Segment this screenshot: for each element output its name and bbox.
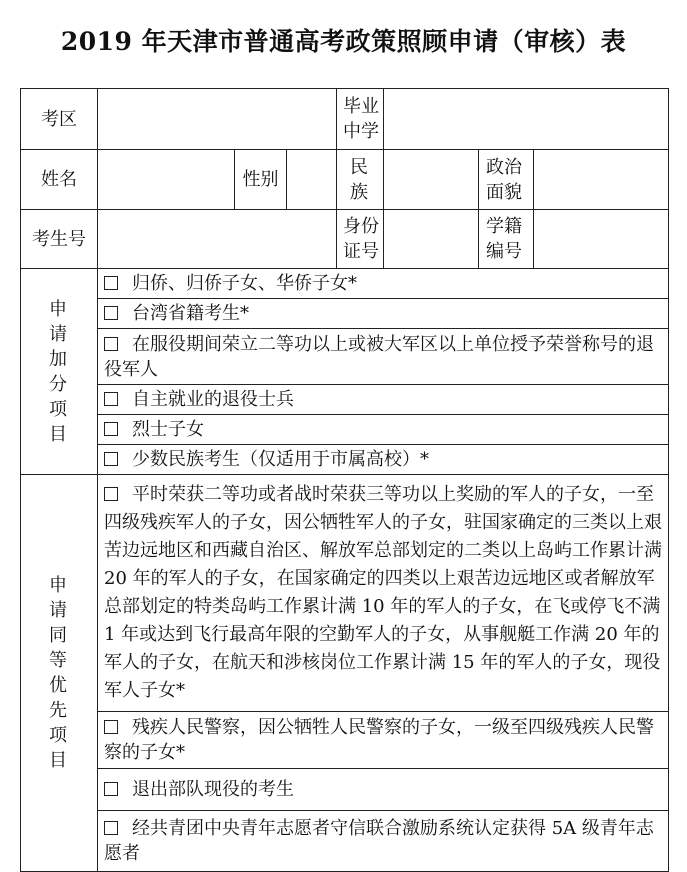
- bonus-option-row: [21, 415, 669, 445]
- priority-option: [98, 712, 669, 769]
- value-gender[interactable]: [287, 150, 337, 210]
- label-exam-area: 考区: [21, 89, 98, 150]
- value-id-number[interactable]: [384, 210, 479, 269]
- priority-option: [98, 475, 669, 712]
- bonus-section-label: [21, 269, 98, 475]
- row-area-school: [21, 89, 669, 150]
- option-text: 经共青团中央青年志愿者守信联合激励系统认定获得 5A 级青年志愿者: [104, 818, 654, 864]
- bonus-option-row: [21, 299, 669, 329]
- priority-option-row: [21, 475, 669, 712]
- priority-option-row: [21, 769, 669, 811]
- checkbox[interactable]: [104, 487, 118, 501]
- label-ethnicity: [337, 150, 384, 210]
- row-name: [21, 150, 669, 210]
- bonus-option-row: [21, 269, 669, 299]
- priority-option: [98, 769, 669, 811]
- value-name[interactable]: [98, 150, 235, 210]
- label-ethnicity-text: 民族: [350, 156, 369, 203]
- label-graduate-school-text: 毕业中学: [343, 96, 380, 142]
- value-political-status[interactable]: [534, 150, 669, 210]
- value-exam-area[interactable]: [98, 89, 337, 150]
- label-graduate-school: [337, 89, 384, 150]
- option-text: 平时荣获二等功或者战时荣获三等功以上奖励的军人的子女，一至四级残疾军人的子女，因公牺牲军人的子女，驻国家确定的三类以上艰苦边远地区和西藏自治区、解放军总部划定的二类以上岛屿工作累计满 20 年的军人的子女，在国家确定的四类以上艰苦边远地区或者解放军总部划定的特类岛屿工作累计满 10 年的军人的子女，在飞或停飞不满 1 年或达到飞行最高年限的空勤军人的子女，从事舰艇工作满 20 年的军人的子女，在航天和涉核岗位工作累计满 15 年的军人的子女，现役军人子女*: [104, 484, 662, 701]
- checkbox[interactable]: [104, 276, 118, 290]
- bonus-option-row: [21, 445, 669, 475]
- label-id-number-text: 身份证号: [343, 216, 380, 262]
- label-student-status-number-text: 学籍编号: [486, 216, 523, 262]
- value-graduate-school[interactable]: [384, 89, 669, 150]
- row-exam-number: [21, 210, 669, 269]
- priority-option-row: [21, 811, 669, 872]
- checkbox[interactable]: [104, 720, 118, 734]
- label-political-status-text: 政治面貌: [486, 156, 523, 203]
- priority-section-label-text: 申请同等优先项目: [49, 575, 67, 771]
- form-title: 2019 年天津市普通高考政策照顾申请（审核）表: [60, 27, 627, 56]
- value-ethnicity[interactable]: [384, 150, 479, 210]
- checkbox[interactable]: [104, 337, 118, 351]
- bonus-option-row: [21, 385, 669, 415]
- option-text: 少数民族考生（仅适用于市属高校）*: [132, 449, 429, 470]
- checkbox[interactable]: [104, 392, 118, 406]
- option-text: 残疾人民警察，因公牺牲人民警察的子女，一级至四级残疾人民警察的子女*: [104, 717, 654, 763]
- label-exam-number: 考生号: [21, 210, 98, 269]
- label-political-status: [479, 150, 534, 210]
- application-form-table: [20, 88, 669, 872]
- label-name: 姓名: [21, 150, 98, 210]
- bonus-option-row: [21, 329, 669, 385]
- bonus-option: [98, 329, 669, 385]
- label-student-status-number: [479, 210, 534, 269]
- priority-option: [98, 811, 669, 872]
- checkbox[interactable]: [104, 422, 118, 436]
- checkbox[interactable]: [104, 452, 118, 466]
- value-student-status-number[interactable]: [534, 210, 669, 269]
- value-exam-number[interactable]: [98, 210, 337, 269]
- bonus-option: [98, 415, 669, 445]
- label-gender: 性别: [235, 150, 287, 210]
- option-text: 退出部队现役的考生: [132, 779, 294, 800]
- option-text: 自主就业的退役士兵: [132, 389, 294, 410]
- checkbox[interactable]: [104, 306, 118, 320]
- priority-section-label: [21, 475, 98, 872]
- bonus-option: [98, 269, 669, 299]
- checkbox[interactable]: [104, 782, 118, 796]
- priority-option-row: [21, 712, 669, 769]
- option-text: 归侨、归侨子女、华侨子女*: [132, 273, 357, 294]
- bonus-option: [98, 385, 669, 415]
- bonus-option: [98, 299, 669, 329]
- option-text: 台湾省籍考生*: [132, 303, 249, 324]
- checkbox[interactable]: [104, 821, 118, 835]
- bonus-section-label-text: 申请加分项目: [49, 298, 67, 445]
- bonus-option: [98, 445, 669, 475]
- label-id-number: [337, 210, 384, 269]
- option-text: 烈士子女: [132, 419, 204, 440]
- option-text: 在服役期间荣立二等功以上或被大军区以上单位授予荣誉称号的退役军人: [104, 333, 654, 380]
